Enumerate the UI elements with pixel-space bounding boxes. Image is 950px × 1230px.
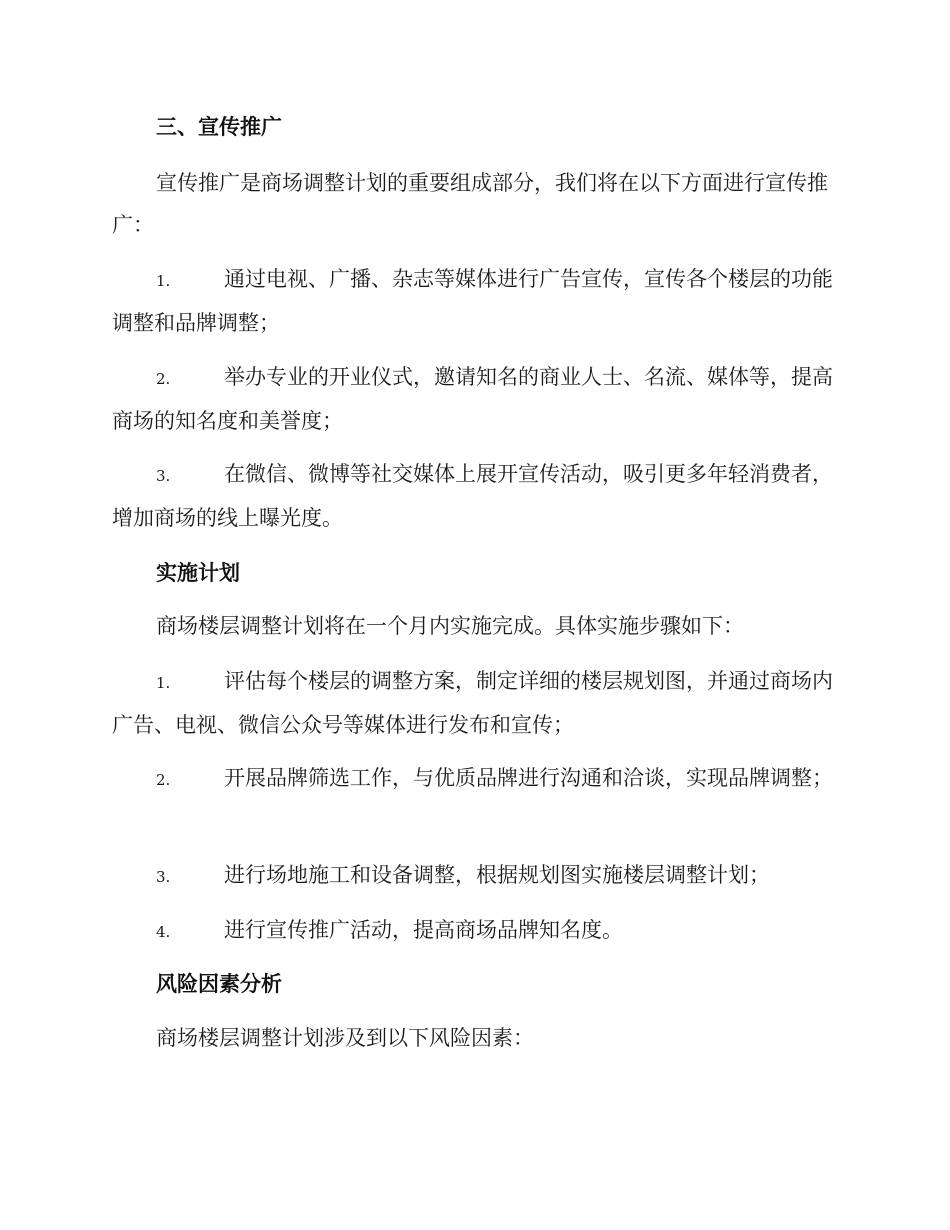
list-number: 1. <box>156 674 171 692</box>
list-number: 2. <box>156 771 171 789</box>
list-item-publicity-3 <box>112 453 834 539</box>
paragraph-risk-intro: 商场楼层调整计划涉及到以下风险因素： <box>156 1026 534 1050</box>
list-number: 3. <box>156 868 171 886</box>
list-item-text: 进行场地施工和设备调整，根据规划图实施楼层调整计划； <box>224 863 770 887</box>
paragraph-publicity-intro: 宣传推广是商场调整计划的重要组成部分，我们将在以下方面进行宣传推广： <box>112 171 828 237</box>
section-heading-publicity: 三、宣传推广 <box>156 115 282 139</box>
section-heading-implementation: 实施计划 <box>156 561 240 585</box>
paragraph-implementation-intro: 商场楼层调整计划将在一个月内实施完成。具体实施步骤如下： <box>156 614 744 638</box>
list-item-text: 进行宣传推广活动，提高商场品牌知名度。 <box>224 918 623 942</box>
list-number: 3. <box>156 467 171 485</box>
list-item-text: 通过电视、广播、杂志等媒体进行广告宣传，宣传各个楼层的功能调整和品牌调整； <box>112 267 833 335</box>
list-item-text: 在微信、微博等社交媒体上展开宣传活动，吸引更多年轻消费者，增加商场的线上曝光度。 <box>112 462 833 530</box>
list-number: 4. <box>156 923 171 941</box>
list-item-implementation-4 <box>112 909 834 953</box>
list-item-implementation-3 <box>112 854 834 898</box>
list-number: 2. <box>156 370 171 388</box>
list-item-publicity-2 <box>112 356 834 442</box>
list-item-text: 举办专业的开业仪式，邀请知名的商业人士、名流、媒体等，提高商场的知名度和美誉度； <box>112 365 833 433</box>
list-item-implementation-2 <box>112 757 834 801</box>
section-heading-risk: 风险因素分析 <box>156 972 282 996</box>
list-item-text: 开展品牌筛选工作，与优质品牌进行沟通和洽谈，实现品牌调整； <box>224 766 833 790</box>
list-item-text: 评估每个楼层的调整方案，制定详细的楼层规划图，并通过商场内广告、电视、微信公众号等媒体进行发布和宣传； <box>112 669 833 737</box>
list-item-implementation-1 <box>112 660 834 746</box>
list-number: 1. <box>156 272 171 290</box>
list-item-publicity-1 <box>112 258 834 344</box>
